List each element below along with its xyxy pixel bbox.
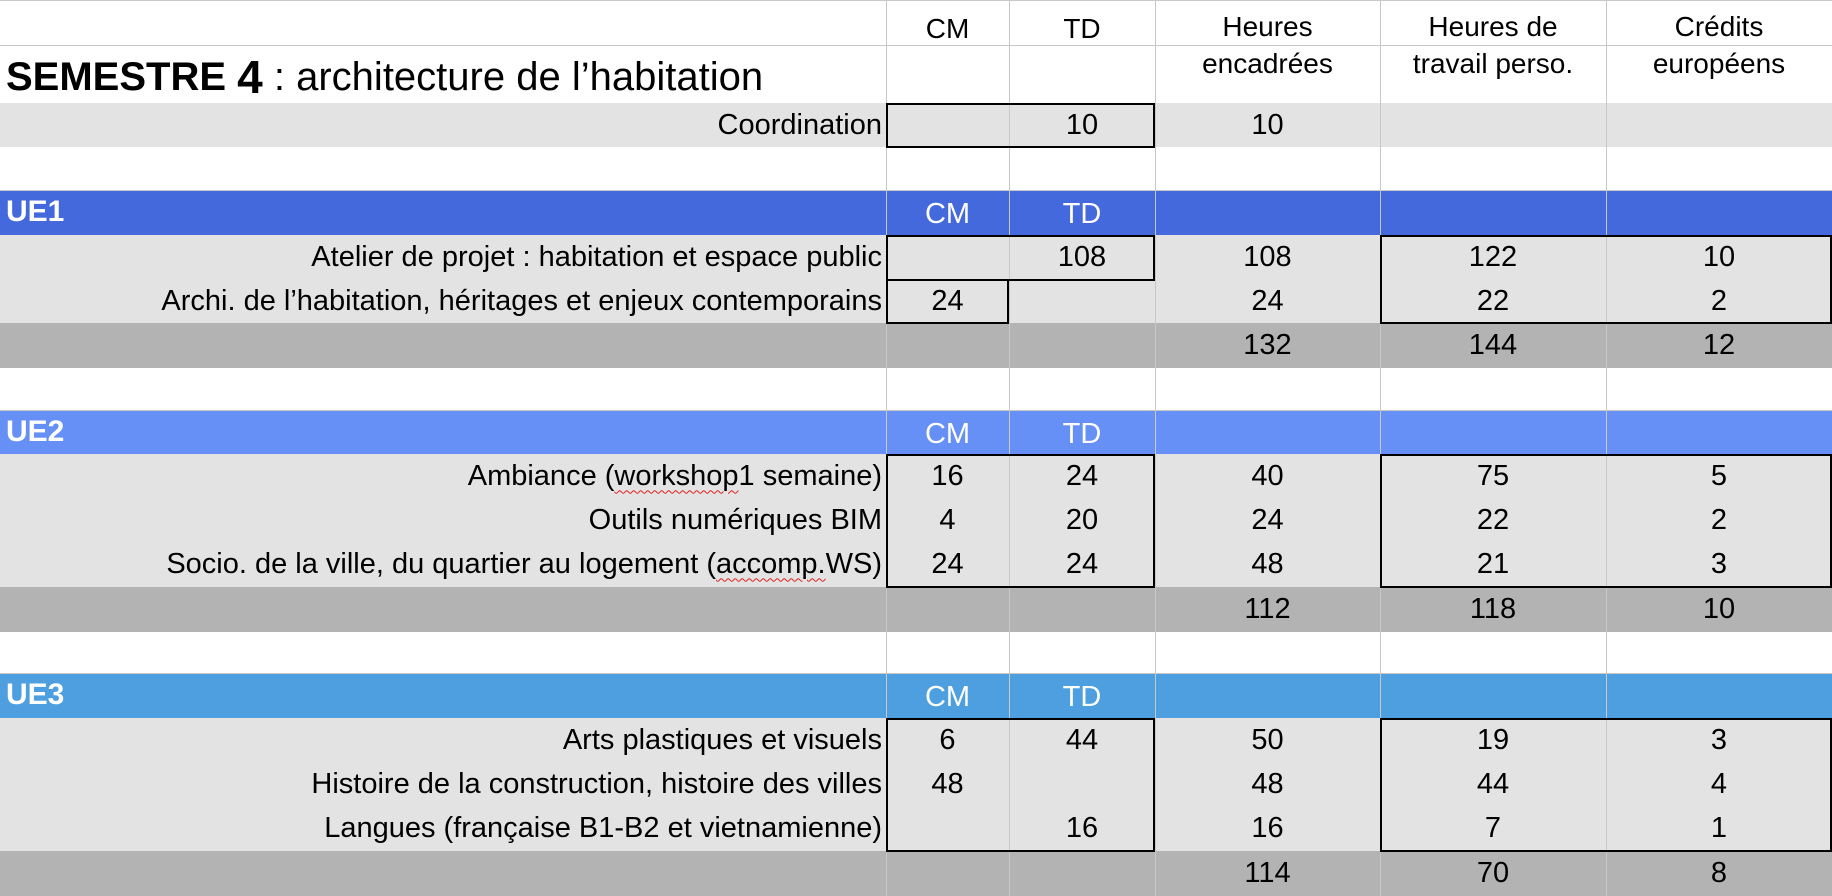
course-he: 48 (1251, 547, 1284, 580)
course-ht: 22 (1476, 503, 1510, 536)
total-ht: 118 (1469, 593, 1517, 625)
ue-subheader-td: TD (1062, 197, 1102, 230)
course-cm: 48 (931, 767, 964, 800)
coordination-label: Coordination (717, 109, 882, 141)
grid-line (0, 0, 1832, 1)
col-header-cr-line2: européens (1652, 48, 1786, 79)
course-ht: 44 (1476, 767, 1510, 800)
course-cr: 4 (1710, 767, 1728, 800)
course-ht: 22 (1476, 284, 1510, 317)
total-ht: 144 (1468, 329, 1518, 361)
course-label: Outils numériques BIM (588, 503, 882, 536)
ue-subheader-td: TD (1062, 417, 1102, 450)
total-cr: 12 (1702, 329, 1736, 361)
course-td: 108 (1057, 240, 1107, 273)
course-cm: 24 (931, 284, 964, 317)
course-cm (886, 806, 1009, 850)
col-header-he-line2: encadrées (1202, 48, 1333, 79)
course-td (1009, 279, 1155, 323)
coordination-cm (886, 103, 1009, 148)
course-label: Atelier de projet : habitation et espace public (311, 240, 882, 273)
coordination-he: 10 (1251, 109, 1284, 141)
ue-subheader-cm: CM (924, 680, 971, 713)
course-label: Langues (française B1-B2 et vietnamienne) (324, 811, 882, 844)
course-td: 20 (1065, 503, 1099, 536)
total-ht: 70 (1476, 857, 1510, 889)
course-he: 40 (1251, 459, 1284, 492)
course-he: 24 (1251, 284, 1284, 317)
col-header-cm: CM (925, 12, 970, 44)
col-header-credits (1606, 8, 1832, 88)
total-he: 112 (1244, 593, 1291, 625)
course-cr: 3 (1710, 723, 1728, 756)
title-prefix: SEMESTRE (6, 54, 227, 99)
course-td: 44 (1065, 723, 1099, 756)
page-title (6, 52, 763, 102)
ue-header-label: UE1 (6, 195, 65, 228)
col-header-cr-line1: Crédits (1674, 11, 1764, 42)
course-he: 50 (1251, 723, 1284, 756)
course-ht: 19 (1476, 723, 1510, 756)
course-ht: 75 (1476, 459, 1510, 492)
course-cr: 1 (1710, 811, 1728, 844)
col-header-td: TD (1063, 12, 1101, 44)
course-ht: 21 (1476, 547, 1510, 580)
course-td: 16 (1065, 811, 1099, 844)
total-cr: 10 (1702, 593, 1736, 625)
course-cr: 10 (1702, 240, 1736, 273)
course-label: Arts plastiques et visuels (562, 723, 882, 756)
course-label: Ambiance ( workshop 1 semaine) (467, 459, 882, 492)
col-header-heures-encadrees (1155, 8, 1380, 88)
total-cr: 8 (1710, 857, 1728, 889)
course-cr: 5 (1710, 459, 1728, 492)
coordination-td: 10 (1065, 109, 1099, 141)
course-ht: 122 (1468, 240, 1518, 273)
course-cr: 2 (1710, 503, 1728, 536)
ue-subheader-cm: CM (924, 197, 971, 230)
course-cr: 3 (1710, 547, 1728, 580)
course-cm: 24 (931, 547, 964, 580)
ue-subheader-td: TD (1062, 680, 1102, 713)
course-cm (886, 235, 1009, 279)
title-number: 4 (237, 51, 263, 103)
total-he: 114 (1244, 857, 1291, 889)
course-label: Archi. de l’habitation, héritages et enjeux contemporains (161, 284, 882, 317)
col-header-ht-line2: travail perso. (1412, 48, 1574, 79)
course-cr: 2 (1710, 284, 1728, 317)
course-cm: 4 (939, 503, 956, 536)
col-header-ht-line1: Heures de (1428, 11, 1558, 42)
course-he: 16 (1251, 811, 1284, 844)
course-cm: 6 (939, 723, 956, 756)
course-ht: 7 (1484, 811, 1502, 844)
course-td (1009, 762, 1155, 806)
course-he: 48 (1251, 767, 1284, 800)
course-td: 24 (1065, 547, 1099, 580)
ue-header-label: UE2 (6, 415, 65, 448)
total-he: 132 (1243, 329, 1292, 361)
course-td: 24 (1065, 459, 1099, 492)
col-header-he-line1: Heures (1222, 11, 1313, 42)
course-he: 24 (1251, 503, 1284, 536)
ue-subheader-cm: CM (924, 417, 971, 450)
col-header-heures-travail (1380, 8, 1606, 88)
ue-header-label: UE3 (6, 678, 65, 711)
course-label: Histoire de la construction, histoire des villes (311, 767, 882, 800)
course-cm: 16 (931, 459, 964, 492)
course-he: 108 (1243, 240, 1292, 273)
title-suffix: : architecture de l’habitation (273, 54, 764, 99)
course-label: Socio. de la ville, du quartier au logement ( accomp. WS) (166, 547, 882, 580)
